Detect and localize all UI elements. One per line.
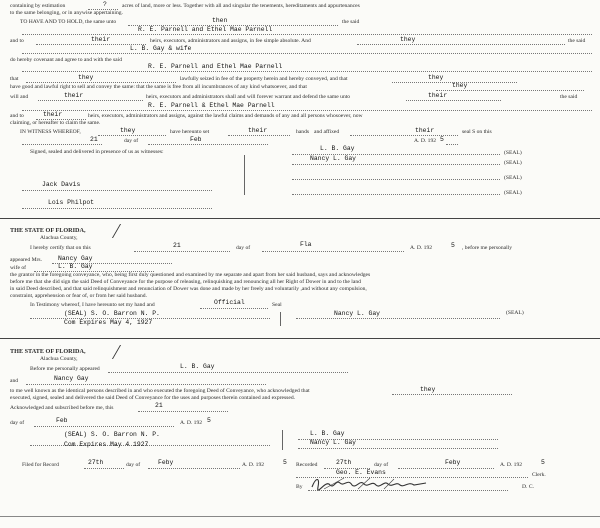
record-clerk-name: Geo. E. Evans bbox=[336, 469, 386, 476]
witness-they: they bbox=[120, 127, 136, 134]
deed-year-digit: 5 bbox=[440, 136, 444, 143]
ack1-day: 21 bbox=[173, 242, 181, 249]
seized-they: they bbox=[428, 74, 444, 81]
heirs-their: their bbox=[91, 36, 111, 43]
signer-2: Nancy L. Gay bbox=[310, 155, 357, 162]
ack1-husband: L. B. Gay bbox=[58, 263, 93, 270]
good-right-text: have good and lawful right to sell and convey the same: that the same is free from all incumbrances of any kind whatsoever, and that bbox=[10, 84, 307, 90]
section-divider-1 bbox=[0, 218, 600, 219]
ack1-county: Alachua County, bbox=[40, 235, 78, 241]
set-their: their bbox=[248, 127, 268, 134]
have-set-text: have hereunto set bbox=[170, 129, 210, 135]
deed-day: 21 bbox=[90, 136, 98, 143]
ack1-state: THE STATE OF FLORIDA, bbox=[10, 227, 86, 234]
will-and-text: will and bbox=[10, 94, 29, 100]
ack1-year-digit: 5 bbox=[451, 242, 455, 249]
ack1-body-4: constraint, apprehension or fear of, or from her said husband. bbox=[10, 293, 148, 299]
warrant-their: their bbox=[428, 92, 448, 99]
ack2-day-of: day of bbox=[10, 420, 25, 426]
ack2-signer-2: Nancy L. Gay bbox=[310, 439, 357, 446]
the-said-3: the said bbox=[560, 94, 578, 100]
that-they: they bbox=[78, 74, 94, 81]
ack1-body-3: in said Deed described, and that said relinquishment and renunciation of Dower was done and made by her freely and voluntarily ,and without any compulsion, bbox=[10, 286, 367, 292]
acres-text-end: acres of land, more or less. Together with all and singular the tenements, hereditaments and appurtenances bbox=[122, 3, 360, 9]
record-month-1: Feby bbox=[158, 459, 174, 466]
appertaining-text: to the same belonging, or in anywise appertaining. bbox=[10, 10, 123, 16]
page-bottom-edge bbox=[0, 516, 600, 517]
ack1-notary-name: (SEAL) S. O. Barron N. P. bbox=[64, 310, 160, 317]
record-day-of-1: day of bbox=[126, 462, 141, 468]
fee-simple-text: heirs, executors, administrators and assigns, in fee simple absolute. And bbox=[150, 38, 311, 44]
record-year-2: 5 bbox=[541, 459, 545, 466]
affixed-their: their bbox=[415, 127, 435, 134]
record-filed: Filed for Record bbox=[22, 462, 59, 468]
record-recorded: Recorded bbox=[296, 462, 318, 468]
habendum-the-said: the said bbox=[342, 19, 360, 25]
ack1-seal-word: Seal bbox=[272, 302, 282, 308]
claiming-text: claiming, or hereafter to claim the same. bbox=[10, 120, 101, 126]
and-to-text: and to bbox=[10, 38, 24, 44]
ack1-testimony: In Testimony whereof, I have hereunto set my hand and bbox=[30, 302, 155, 308]
ack2-before: Before me personally appeared bbox=[30, 366, 100, 372]
deed-ad: A. D. 192 bbox=[414, 138, 437, 144]
signed-text: Signed, sealed and delivered in presence of us as witnesses: bbox=[30, 149, 164, 155]
claims-text: heirs, executors, administrators and assigns, against the lawful claims and demands of any and all persons whosoever, now bbox=[88, 113, 363, 119]
ack1-ad: A. D. 192 bbox=[410, 245, 433, 251]
ack1-body-2: before me that she did sign the said Deed of Conveyance for the purpose of releasing, relinquishing and renouncing all her Right of Dower in and to the land bbox=[10, 279, 361, 285]
grantor-name: L. B. Gay & wife bbox=[130, 45, 192, 52]
grantees-name-1: R. E. Parnell and Ethel Mae Parnell bbox=[138, 26, 273, 33]
grantees-name-2: R. E. Parnell and Ethel Mae Parnell bbox=[148, 63, 283, 70]
record-ad-1: A. D. 192 bbox=[242, 462, 265, 468]
ack2-ad: A. D. 192 bbox=[180, 420, 203, 426]
ack2-name-2: Nancy Gay bbox=[54, 375, 89, 382]
record-ad-2: A. D. 192 bbox=[500, 462, 523, 468]
ack2-state: THE STATE OF FLORIDA, bbox=[10, 348, 86, 355]
ack1-day-of: day of bbox=[236, 245, 251, 251]
section-divider-2 bbox=[0, 338, 600, 339]
ack2-signer-1: L. B. Gay bbox=[310, 430, 345, 437]
habendum-then: then bbox=[212, 17, 228, 24]
ack1-body-1: the grantor in the foregoing conveyance, who, being first duly questioned and examined by me separate and apart from her said husband, says and acknowledges bbox=[10, 272, 371, 278]
hands-text: hands bbox=[296, 129, 310, 135]
habendum-text: TO HAVE AND TO HOLD, the same unto bbox=[20, 19, 117, 25]
ack2-notary-name: (SEAL) S. O. Barron N. P. bbox=[64, 431, 160, 438]
ack2-month: Feb bbox=[56, 417, 68, 424]
grantees-name-3: R. E. Parnell & Ethel Mae Parnell bbox=[148, 102, 275, 109]
good-right-they: they bbox=[452, 82, 468, 89]
ack2-day: 21 bbox=[155, 402, 163, 409]
ack1-appeared: appeared Mrs. bbox=[10, 257, 42, 263]
signer-1: L. B. Gay bbox=[320, 145, 355, 152]
claims-their: their bbox=[43, 111, 63, 118]
ack2-and: and bbox=[10, 378, 19, 384]
that-text: that bbox=[10, 76, 19, 82]
record-dc: D. C. bbox=[522, 484, 534, 490]
seal-3: (SEAL) bbox=[504, 175, 522, 181]
record-day-of-2: day of bbox=[374, 462, 389, 468]
ack2-name-1: L. B. Gay bbox=[180, 363, 215, 370]
deed-month: Feb bbox=[190, 136, 202, 143]
the-said-2: the said bbox=[568, 38, 586, 44]
witness-1: Jack Davis bbox=[42, 181, 81, 188]
acres-text-start: containing by estimation bbox=[10, 3, 66, 9]
ack2-year-digit: 5 bbox=[207, 417, 211, 424]
ack2-they: they bbox=[420, 386, 436, 393]
ack1-wife-of: wife of bbox=[10, 265, 26, 271]
seal-this-text: seal S on this bbox=[462, 129, 492, 135]
ack2-body-2: executed, signed, sealed and delivered the said Deed of Conveyance for the uses and purposes therein contained and expressed. bbox=[10, 395, 296, 401]
ack1-signer: Nancy L. Gay bbox=[334, 310, 381, 317]
covenant-text: do hereby covenant and agree to and with the said bbox=[10, 57, 122, 63]
record-year-1: 5 bbox=[283, 459, 287, 466]
ack1-seal: (SEAL) bbox=[506, 310, 524, 316]
deed-day-of: day of bbox=[124, 138, 139, 144]
seal-4: (SEAL) bbox=[504, 190, 522, 196]
record-by: By bbox=[296, 484, 303, 490]
affixed-text: and affixed bbox=[314, 129, 340, 135]
ack2-county: Alachua County, bbox=[40, 356, 78, 362]
record-day-2: 27th bbox=[336, 459, 352, 466]
record-month-2: Feby bbox=[445, 459, 461, 466]
ack1-month: Fla bbox=[300, 241, 312, 248]
deputy-clerk-signature bbox=[310, 475, 430, 491]
ack1-name: Nancy Gay bbox=[58, 255, 93, 262]
ack2-body-1: to me well known as the identical persons described in and who executed the foregoing Deed of Conveyance, who acknowledged that bbox=[10, 388, 310, 394]
seal-1: (SEAL) bbox=[504, 150, 522, 156]
ack1-official: Official bbox=[214, 299, 245, 306]
seal-2: (SEAL) bbox=[504, 160, 522, 166]
witness-text: IN WITNESS WHEREOF, bbox=[20, 129, 81, 135]
acres-value: ? bbox=[103, 1, 107, 8]
ack2-subscribed: Acknowledged and subscribed before me, this bbox=[10, 405, 114, 411]
seized-text: lawfully seized in fee of the property herein and hereby conveyed, and that bbox=[180, 76, 348, 82]
witness-2: Lois Philpot bbox=[48, 199, 95, 206]
and-they: they bbox=[400, 36, 416, 43]
ack1-before-me: , before me personally bbox=[462, 245, 513, 251]
and-to-text-2: and to bbox=[10, 113, 24, 119]
ack1-notary-expiry: Com Expires May 4, 1927 bbox=[64, 319, 153, 326]
will-their: their bbox=[64, 92, 84, 99]
ack1-certify: I hereby certify that on this bbox=[30, 245, 91, 251]
ack2-notary-expiry: Com Expires May 4 1927 bbox=[64, 441, 149, 448]
warrant-text: heirs, executors and administrators shall and will forever warrant and defend the same unto bbox=[146, 94, 351, 100]
record-clerk: Clerk. bbox=[532, 472, 546, 478]
record-day-1: 27th bbox=[88, 459, 104, 466]
